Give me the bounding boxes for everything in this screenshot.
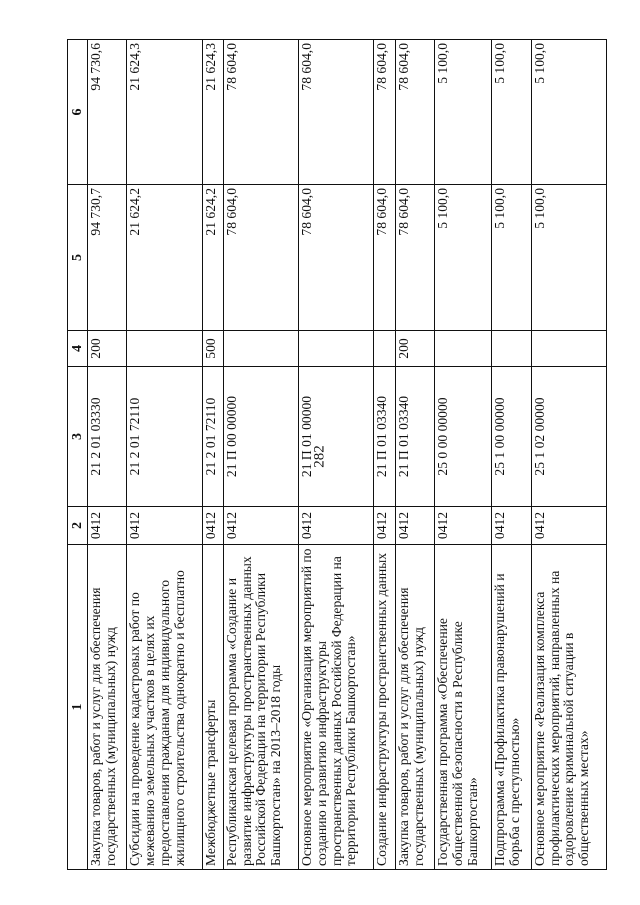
section-code: 0412 [374,507,396,545]
column-header: 5 [68,185,88,331]
column-header: 6 [68,40,88,185]
column-header: 3 [68,367,88,507]
table-row [202,40,224,870]
target-article-code: 21 П 01 03340 [374,367,396,507]
row-description: Основное мероприятие «Организация мероприятий по созданию и развитию инфраструктуры пространственных данных Российской Федерации на территории Республики Башкортостан» [299,545,374,870]
row-description: Закупка товаров, работ и услуг для обеспечения государственных (муниципальных) нужд [88,545,127,870]
table-row [531,40,606,870]
expense-type-code [299,331,374,367]
amount-col-5: 21 624,2 [127,185,202,331]
amount-col-6: 78 604,0 [299,40,374,185]
amount-col-6: 21 624,3 [127,40,202,185]
target-article-code: 25 1 02 00000 [531,367,606,507]
amount-col-5: 78 604,0 [395,185,434,331]
row-description: Государственная программа «Обеспечение общественной безопасности в Республике Башкортостан» [435,545,492,870]
row-description: Закупка товаров, работ и услуг для обеспечения государственных (муниципальных) нужд [395,545,434,870]
amount-col-6: 94 730,6 [88,40,127,185]
amount-col-6: 5 100,0 [492,40,531,185]
target-article-code: 21 2 01 72110 [202,367,224,507]
row-description: Основное мероприятие «Реализация комплекса профилактических мероприятий, направленных на оздоровление криминальной ситуации в общественных местах» [531,545,606,870]
target-article-code: 21 П 01 03340 [395,367,434,507]
amount-col-5: 5 100,0 [531,185,606,331]
amount-col-6: 78 604,0 [374,40,396,185]
expense-type-code: 200 [395,331,434,367]
amount-col-6: 78 604,0 [395,40,434,185]
table-row [492,40,531,870]
table-row [299,40,374,870]
section-code: 0412 [299,507,374,545]
row-description: Подпрограмма «Профилактика правонарушений и борьба с преступностью» [492,545,531,870]
table-row [395,40,434,870]
expense-type-code [224,331,299,367]
section-code: 0412 [202,507,224,545]
section-code: 0412 [127,507,202,545]
table-body [88,40,607,870]
section-code: 0412 [224,507,299,545]
amount-col-6: 21 624,3 [202,40,224,185]
target-article-code: 21 П 00 00000 [224,367,299,507]
row-description: Создание инфраструктуры пространственных данных [374,545,396,870]
amount-col-5: 5 100,0 [492,185,531,331]
row-description: Межбюджетные трансферты [202,545,224,870]
rotated-table-container [67,40,607,870]
target-article-code: 21 2 01 72110 [127,367,202,507]
page-number: 282 [311,445,328,468]
amount-col-6: 5 100,0 [531,40,606,185]
amount-col-5: 78 604,0 [374,185,396,331]
row-description: Республиканская целевая программа «Создание и развитие инфраструктуры пространственных данных Российской Федерации на территории Республики Башкортостан» на 2013–2018 годы [224,545,299,870]
table-header-row [68,40,88,870]
target-article-code: 21 П 01 00000 [299,367,374,507]
amount-col-6: 78 604,0 [224,40,299,185]
section-code: 0412 [531,507,606,545]
amount-col-5: 5 100,0 [435,185,492,331]
target-article-code: 21 2 01 03330 [88,367,127,507]
section-code: 0412 [88,507,127,545]
column-header: 2 [68,507,88,545]
row-description: Субсидии на проведение кадастровых работ по межеванию земельных участков в целях их предоставления гражданам для индивидуального жилищного строительства однократно и бесплатно [127,545,202,870]
amount-col-5: 78 604,0 [224,185,299,331]
expense-type-code [492,331,531,367]
expense-type-code [531,331,606,367]
section-code: 0412 [492,507,531,545]
column-header: 4 [68,331,88,367]
table-row [224,40,299,870]
expense-type-code [374,331,396,367]
column-header: 1 [68,545,88,870]
amount-col-5: 78 604,0 [299,185,374,331]
section-code: 0412 [395,507,434,545]
budget-table [67,39,607,870]
amount-col-6: 5 100,0 [435,40,492,185]
table-row [435,40,492,870]
expense-type-code: 200 [88,331,127,367]
expense-type-code [435,331,492,367]
expense-type-code [127,331,202,367]
table-row [88,40,127,870]
amount-col-5: 94 730,7 [88,185,127,331]
table-row [374,40,396,870]
expense-type-code: 500 [202,331,224,367]
amount-col-5: 21 624,2 [202,185,224,331]
target-article-code: 25 0 00 00000 [435,367,492,507]
table-row [127,40,202,870]
section-code: 0412 [435,507,492,545]
target-article-code: 25 1 00 00000 [492,367,531,507]
